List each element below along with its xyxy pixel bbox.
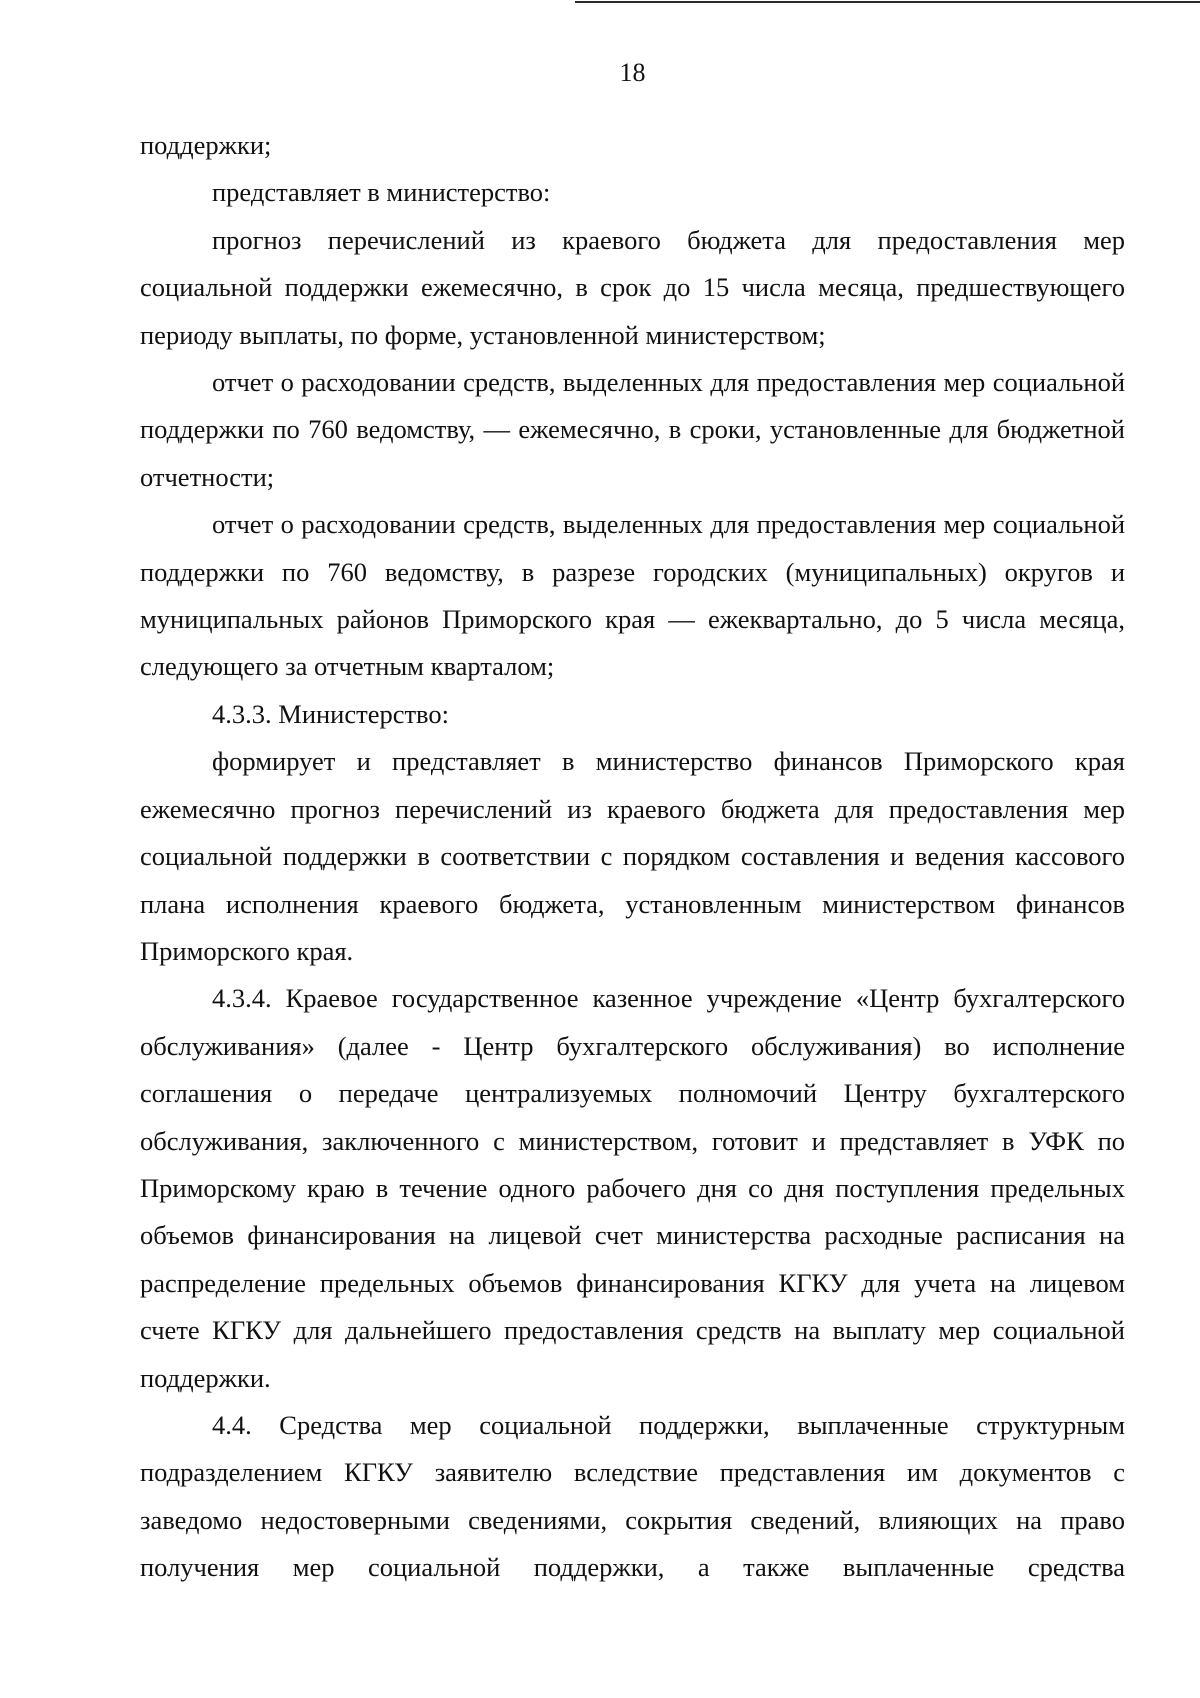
paragraph-2: представляет в министерство: xyxy=(212,177,551,208)
paragraph-8: 4.3.4. Краевое государственное казенное учреждение «Центр бухгалтерского обслуживания» (далее - Центр бухгалтерского обслуживания) во исполнение соглашения о передаче централизуемых полномочий Центру бухгалтерского обслуживания, заключенного с министерством, готовит и представляет в УФК по Приморскому краю в течение одного рабочего дня со дня поступления предельных объемов финансирования на лицевой счет министерства расходные расписания на распределение предельных объемов финансирования КГКУ для учета на лицевом счете КГКУ для дальнейшего предоставления средств на выплату мер социальной поддержки. xyxy=(140,983,1125,1393)
paragraph-3: прогноз перечислений из краевого бюджета для предоставления мер социальной поддержки ежемесячно, в срок до 15 числа месяца, предшествующего периоду выплаты, по форме, установленной министерством; xyxy=(140,224,1125,350)
paragraph-4: отчет о расходовании средств, выделенных для предоставления мер социальной поддержки по 760 ведомству, — ежемесячно, в сроки, установленные для бюджетной отчетности; xyxy=(140,367,1125,492)
header-rule xyxy=(575,1,1200,3)
page-number: 18 xyxy=(619,58,646,87)
document-body xyxy=(140,122,1125,1592)
paragraph-5: отчет о расходовании средств, выделенных для предоставления мер социальной поддержки по 760 ведомству, в разрезе городских (муниципальных) округов и муниципальных районов Приморского края — ежеквартально, до 5 числа месяца, следующего за отчетным кварталом; xyxy=(140,509,1125,682)
paragraph-6: 4.3.3. Министерство: xyxy=(212,698,449,729)
paragraph-9: 4.4. Средства мер социальной поддержки, выплаченные структурным подразделением КГКУ заявителю вследствие представления им документов с заведомо недостоверными сведениями, сокрытия сведений, влияющих на право получения мер социальной поддержки, а также выплаченные средства xyxy=(140,1409,1125,1583)
paragraph-1: поддержки; xyxy=(140,130,272,160)
paragraph-7: формирует и представляет в министерство финансов Приморского края ежемесячно прогноз перечислений из краевого бюджета для предоставления мер социальной поддержки в соответствии с порядком составления и ведения кассового плана исполнения краевого бюджета, установленным министерством финансов Приморского края. xyxy=(140,746,1125,966)
